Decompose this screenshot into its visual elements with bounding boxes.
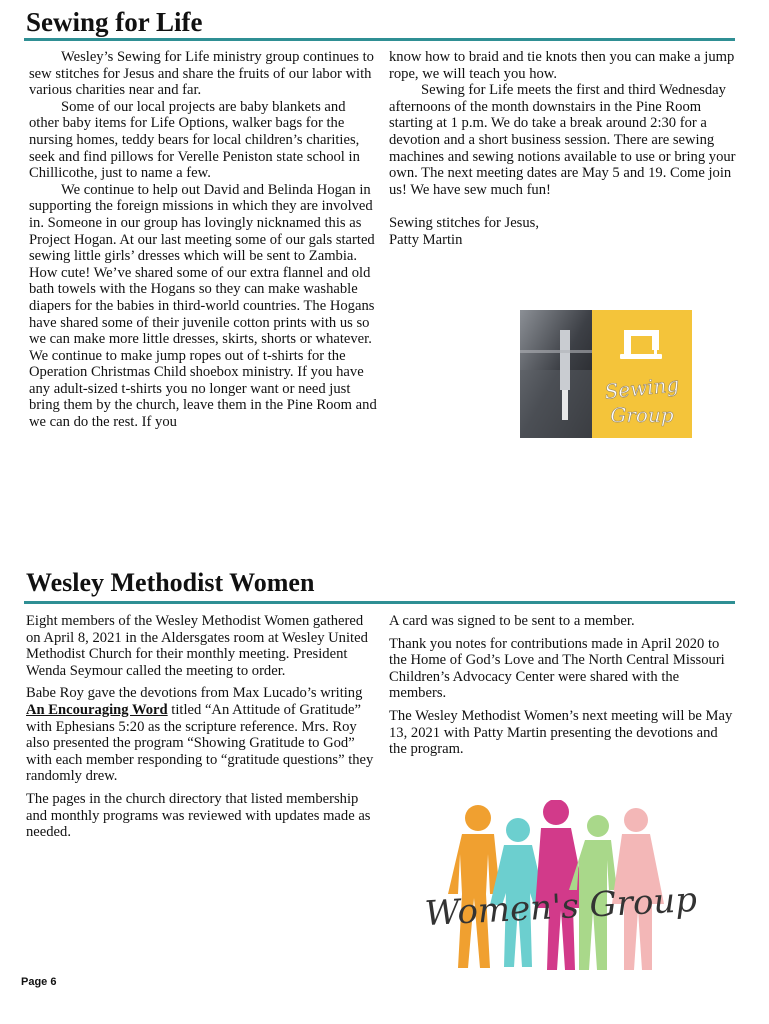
paragraph: The pages in the church directory that listed membership and monthly programs was reviewed with updates made as needed. [26,790,371,841]
paragraph: Some of our local projects are baby blankets and other baby items for Life Options, walker bags for the nursing homes, teddy bears for local children’s charities, seek and find pillows for Verelle Peniston state school in Chillicothe, just to name a few. [29,98,360,182]
sewing-group-image [520,310,692,438]
paragraph: Eight members of the Wesley Methodist Women gathered on April 8, 2021 in the Aldersgates room at Wesley United Methodist Church for their monthly meeting. President Wenda Seymour called the meeting to order. [26,613,368,679]
paragraph: We continue to help out David and Belinda Hogan in supporting the foreign missions in which they are involved in. Someone in our group has lovingly nicknamed this as Project Hogan. At our last meeting some of our gals started sewing little girls’ dresses which will be sent to Zambia. How cute! We’ve shared some of our extra flannel and old bath towels with the Hogans so they can make washable diapers for the babies in third-world countries. The Hogans have shared some of their juvenile cotton prints with us so we can make more little dresses, skirts, shorts or whatever. We continue to make jump ropes out of t-shirts for the Operation Christmas Child shoebox ministry. If you have any adult-sized t-shirts you no longer want or need just bring them by the church, leave them in the Pine Room and we can do the rest. If you [29,181,377,431]
paragraph-text: Babe Roy gave the devotions from Max Lucado’s writing [26,685,363,702]
page-number: Page 6 [21,976,57,988]
woman-figure [448,805,500,968]
signature: Patty Martin [389,231,463,248]
group-image-text: Group [610,403,674,427]
sewing-column-right [389,49,739,248]
womens-group-image-text: Women's Group [426,879,696,935]
section-title-sewing: Sewing for Life [26,7,203,37]
book-title: An Encouraging Word [26,701,168,718]
sewing-column-left [29,49,379,431]
section-divider [24,38,735,41]
paragraph-text: titled “An Attitude of Gratitude” with Ephesians 5:20 as the scripture reference. Mrs. Roy also presented the program “Showing Gratitude to God” with each member responding to “gratitude questions” they randomly drew. [26,701,374,785]
paragraph: A card was signed to be sent to a member. [389,613,635,629]
section-title-methodist-women: Wesley Methodist Women [26,568,315,597]
paragraph: Thank you notes for contributions made in April 2020 to the Home of God’s Love and The North Central Missouri Children’s Advocacy Center were shared with the members. [389,635,725,702]
paragraph [26,685,380,785]
paragraph: The Wesley Methodist Women’s next meeting will be May 13, 2021 with Patty Martin presenting the devotions and the program. [389,707,733,758]
signoff: Sewing stitches for Jesus, [389,214,539,231]
women-column-left [26,613,380,847]
women-column-right [389,613,739,764]
sewing-image-text: Sewing [603,372,681,404]
paragraph: know how to braid and tie knots then you can make a jump rope, we will teach you how. [389,49,735,82]
section-divider [24,601,735,604]
womens-group-image [426,800,696,975]
paragraph: Wesley’s Sewing for Life ministry group continues to sew stitches for Jesus and share the fruits of our labor with various charities near and far. [29,49,374,99]
paragraph: Sewing for Life meets the first and third Wednesday afternoons of the month downstairs in the Pine Room starting at 1 p.m. We do take a break around 2:30 for a devotion and a short business session. There are sewing machines and sewing notions available to use or bring your own. The next meeting dates are May 5 and 19. Come join us! We have sew much fun! [389,82,736,198]
